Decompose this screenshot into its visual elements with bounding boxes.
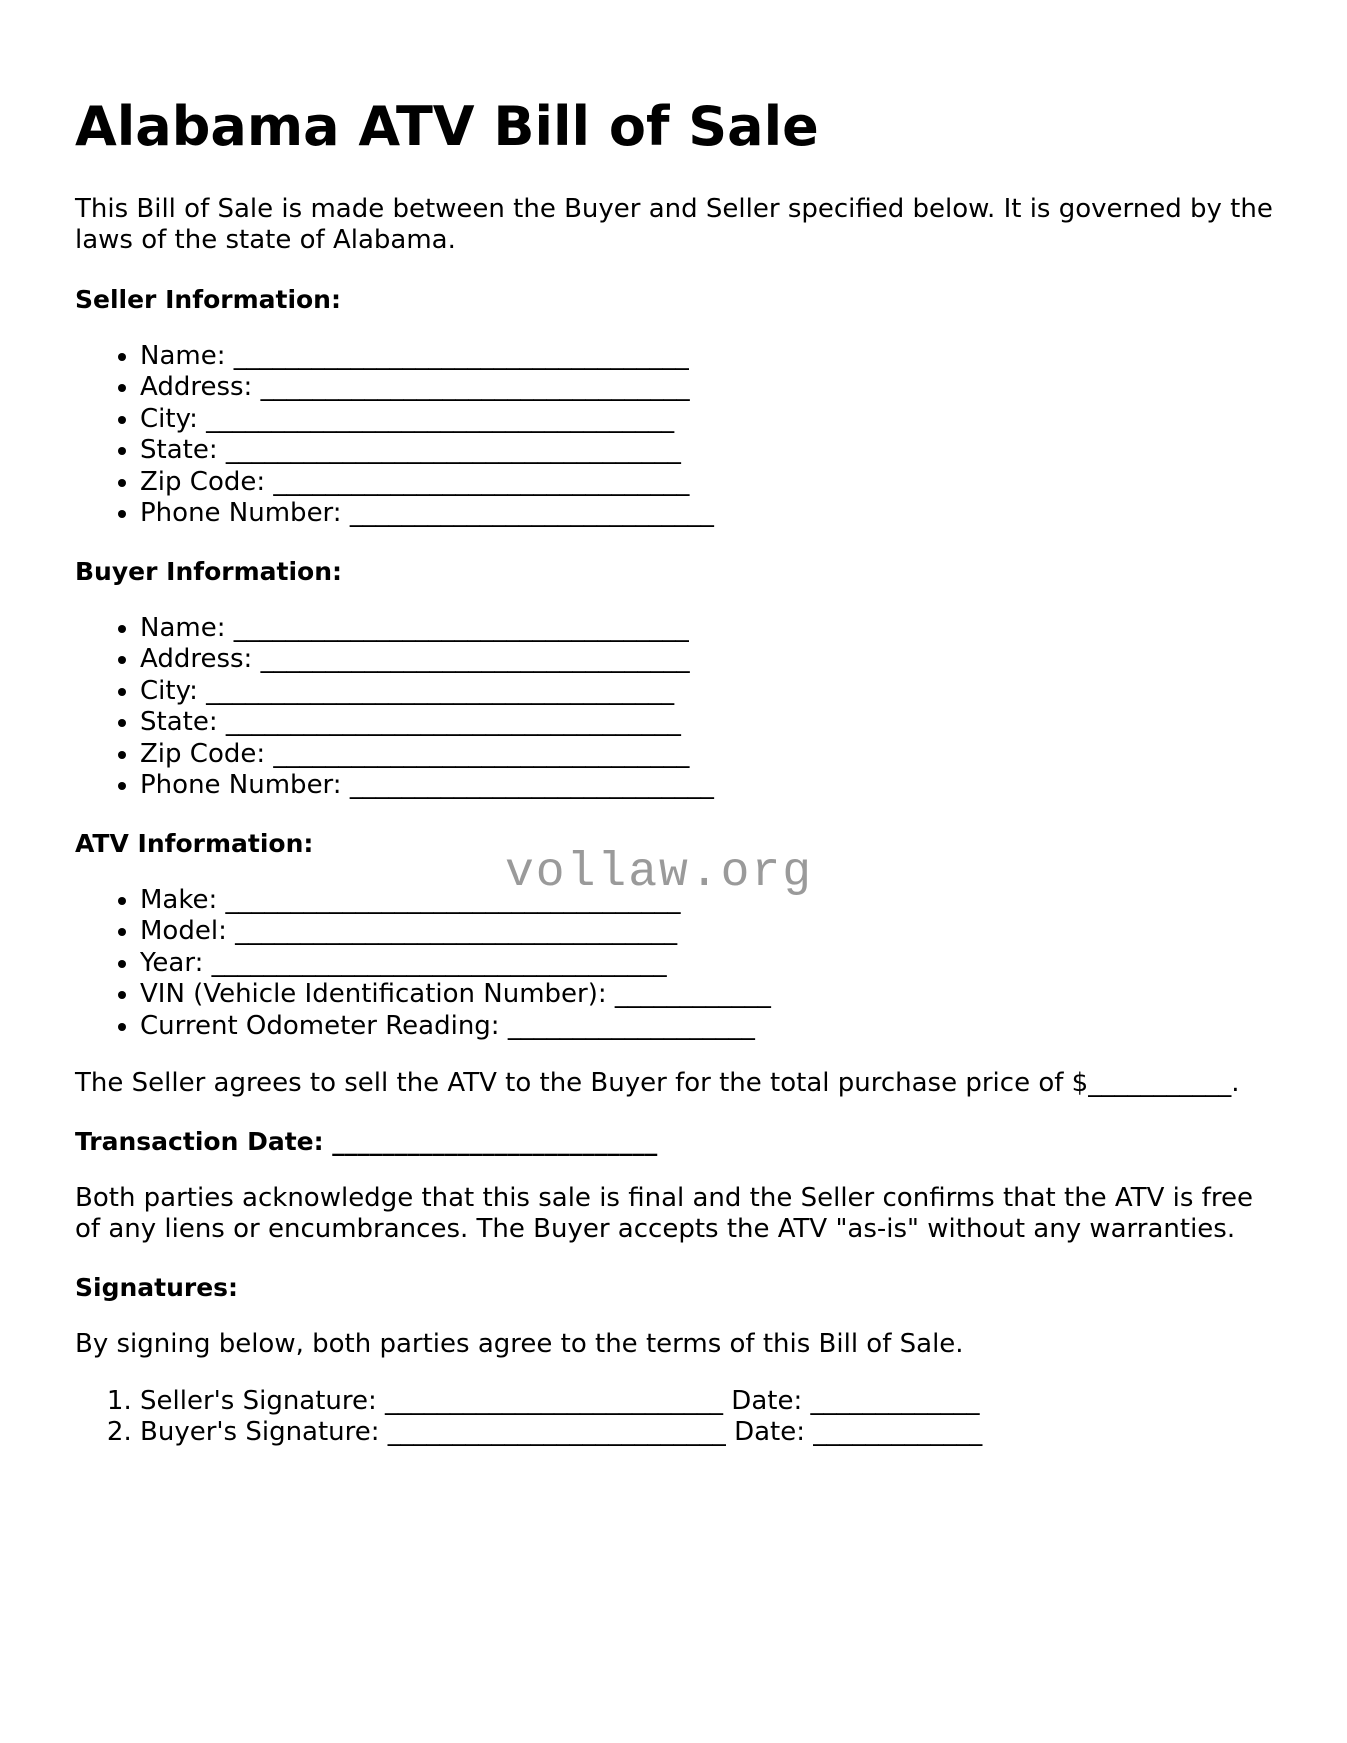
signatures-intro: By signing below, both parties agree to the terms of this Bill of Sale.	[75, 1329, 964, 1359]
page-title: Alabama ATV Bill of Sale	[75, 95, 819, 158]
seller-address-field: • Address: _________________________________	[140, 372, 714, 403]
seller-phone-field: • Phone Number: ____________________________	[140, 498, 714, 529]
buyer-state-field: • State: ___________________________________	[140, 707, 714, 738]
seller-signature-line: 1. Seller's Signature: __________________________ Date: _____________	[140, 1386, 982, 1417]
signatures-heading: Signatures:	[75, 1273, 239, 1302]
atv-model-field: • Model: __________________________________	[140, 916, 771, 947]
seller-city-field: • City: ____________________________________	[140, 404, 714, 435]
buyer-zip-field: • Zip Code: ________________________________	[140, 739, 714, 770]
intro-paragraph: This Bill of Sale is made between the Buyer and Seller specified below. It is governed by the laws of the state of Alabama.	[75, 194, 1273, 255]
buyer-name-field: • Name: ___________________________________	[140, 613, 714, 644]
transaction-date: Transaction Date: __________________________	[75, 1127, 658, 1156]
buyer-signature-line: 2. Buyer's Signature: __________________________ Date: _____________	[140, 1417, 982, 1448]
atv-odometer-field: • Current Odometer Reading: ___________________	[140, 1011, 771, 1042]
buyer-phone-field: • Phone Number: ____________________________	[140, 770, 714, 801]
seller-state-field: • State: ___________________________________	[140, 435, 714, 466]
atv-heading: ATV Information:	[75, 829, 314, 858]
seller-zip-field: • Zip Code: ________________________________	[140, 467, 714, 498]
signature-list	[75, 1386, 982, 1449]
buyer-field-list	[75, 613, 714, 801]
buyer-address-field: • Address: _________________________________	[140, 644, 714, 675]
acknowledgment-paragraph: Both parties acknowledge that this sale is final and the Seller confirms that the ATV is free of any liens or encumbrances. The Buyer accepts the ATV "as-is" without any warranties.	[75, 1183, 1253, 1244]
atv-field-list	[75, 885, 771, 1042]
atv-make-field: • Make: ___________________________________	[140, 885, 771, 916]
atv-year-field: • Year: ___________________________________	[140, 948, 771, 979]
buyer-city-field: • City: ____________________________________	[140, 676, 714, 707]
atv-vin-field: • VIN (Vehicle Identification Number): ____________	[140, 979, 771, 1010]
price-statement: The Seller agrees to sell the ATV to the Buyer for the total purchase price of $___________.	[75, 1068, 1240, 1098]
watermark: vollaw.org	[505, 846, 814, 900]
buyer-heading: Buyer Information:	[75, 557, 343, 586]
seller-name-field: • Name: ___________________________________	[140, 341, 714, 372]
seller-heading: Seller Information:	[75, 285, 341, 314]
seller-field-list	[75, 341, 714, 529]
